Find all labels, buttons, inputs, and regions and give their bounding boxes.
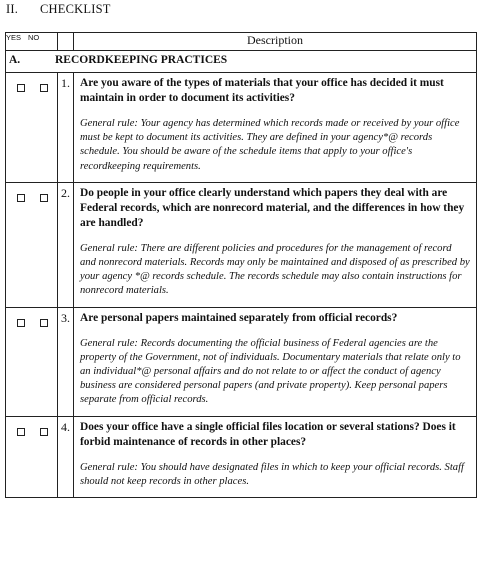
checkbox-cell — [6, 182, 58, 307]
section-cell — [6, 51, 477, 73]
table-row — [6, 416, 477, 497]
table-header-row — [6, 33, 477, 51]
item-number: 2. — [58, 182, 74, 307]
yes-no-header — [6, 33, 58, 51]
item-number: 3. — [58, 307, 74, 416]
checkbox-cell — [6, 73, 58, 183]
section-letter: A. — [9, 54, 21, 66]
item-question: Are personal papers maintained separately from official records? — [80, 311, 398, 324]
table-row — [6, 307, 477, 416]
item-number: 1. — [58, 73, 74, 183]
no-checkbox[interactable] — [40, 428, 48, 436]
no-checkbox[interactable] — [40, 84, 48, 92]
yes-header: YES — [6, 33, 22, 42]
table-row — [6, 182, 477, 307]
item-question: Does your office have a single official files location or several stations? Does it forbid maintenance of records in other places? — [80, 420, 456, 448]
item-question: Are you aware of the types of materials that your office has decided it must maintain in order to document its activities? — [80, 77, 444, 104]
item-rule: General rule: Your agency has determined which records made or received by your office must be kept to document its activities. They are defined in your agency*@ records schedule. You should be aware of the schedule items that apply to your office's recordkeeping requirements. — [80, 118, 460, 172]
section-title: CHECKLIST — [40, 2, 111, 16]
no-header: NO — [28, 33, 40, 42]
item-description — [74, 416, 477, 497]
item-description — [74, 307, 477, 416]
yes-checkbox[interactable] — [17, 428, 25, 436]
item-number: 4. — [58, 416, 74, 497]
item-rule: General rule: There are different policies and procedures for the management of record and nonrecord materials. Records may only be maintained and disposed of as prescribed by your agency *@ records schedule. The records schedule may also contain instructions for nonrecord materials. — [80, 242, 470, 297]
item-description — [74, 73, 477, 183]
section-label: RECORDKEEPING PRACTICES — [55, 54, 228, 66]
description-header: Description — [74, 33, 477, 51]
checkbox-cell — [6, 307, 58, 416]
number-header — [58, 33, 74, 51]
section-row — [6, 51, 477, 73]
item-rule: General rule: Records documenting the official business of Federal agencies are the property of the Government, not of individuals. Documentary materials that relate only to an individual*@ personal affairs and do not relate to or affect the conduct of agency business are considered personal papers (and private property). Keep personal papers separate from official records. — [80, 337, 461, 406]
checklist-table — [5, 32, 477, 498]
section-heading — [6, 2, 111, 17]
item-rule: General rule: You should have designated files in which to keep your official records. Staff should not keep records in other places. — [80, 461, 464, 487]
no-checkbox[interactable] — [40, 194, 48, 202]
checkbox-cell — [6, 416, 58, 497]
no-checkbox[interactable] — [40, 319, 48, 327]
section-number: II. — [6, 2, 19, 16]
table-row — [6, 73, 477, 183]
item-question: Do people in your office clearly understand which papers they deal with are Federal records, which are nonrecord material, and the differences in how they are handled? — [80, 186, 465, 229]
yes-checkbox[interactable] — [17, 319, 25, 327]
item-description — [74, 182, 477, 307]
yes-checkbox[interactable] — [17, 194, 25, 202]
yes-checkbox[interactable] — [17, 84, 25, 92]
